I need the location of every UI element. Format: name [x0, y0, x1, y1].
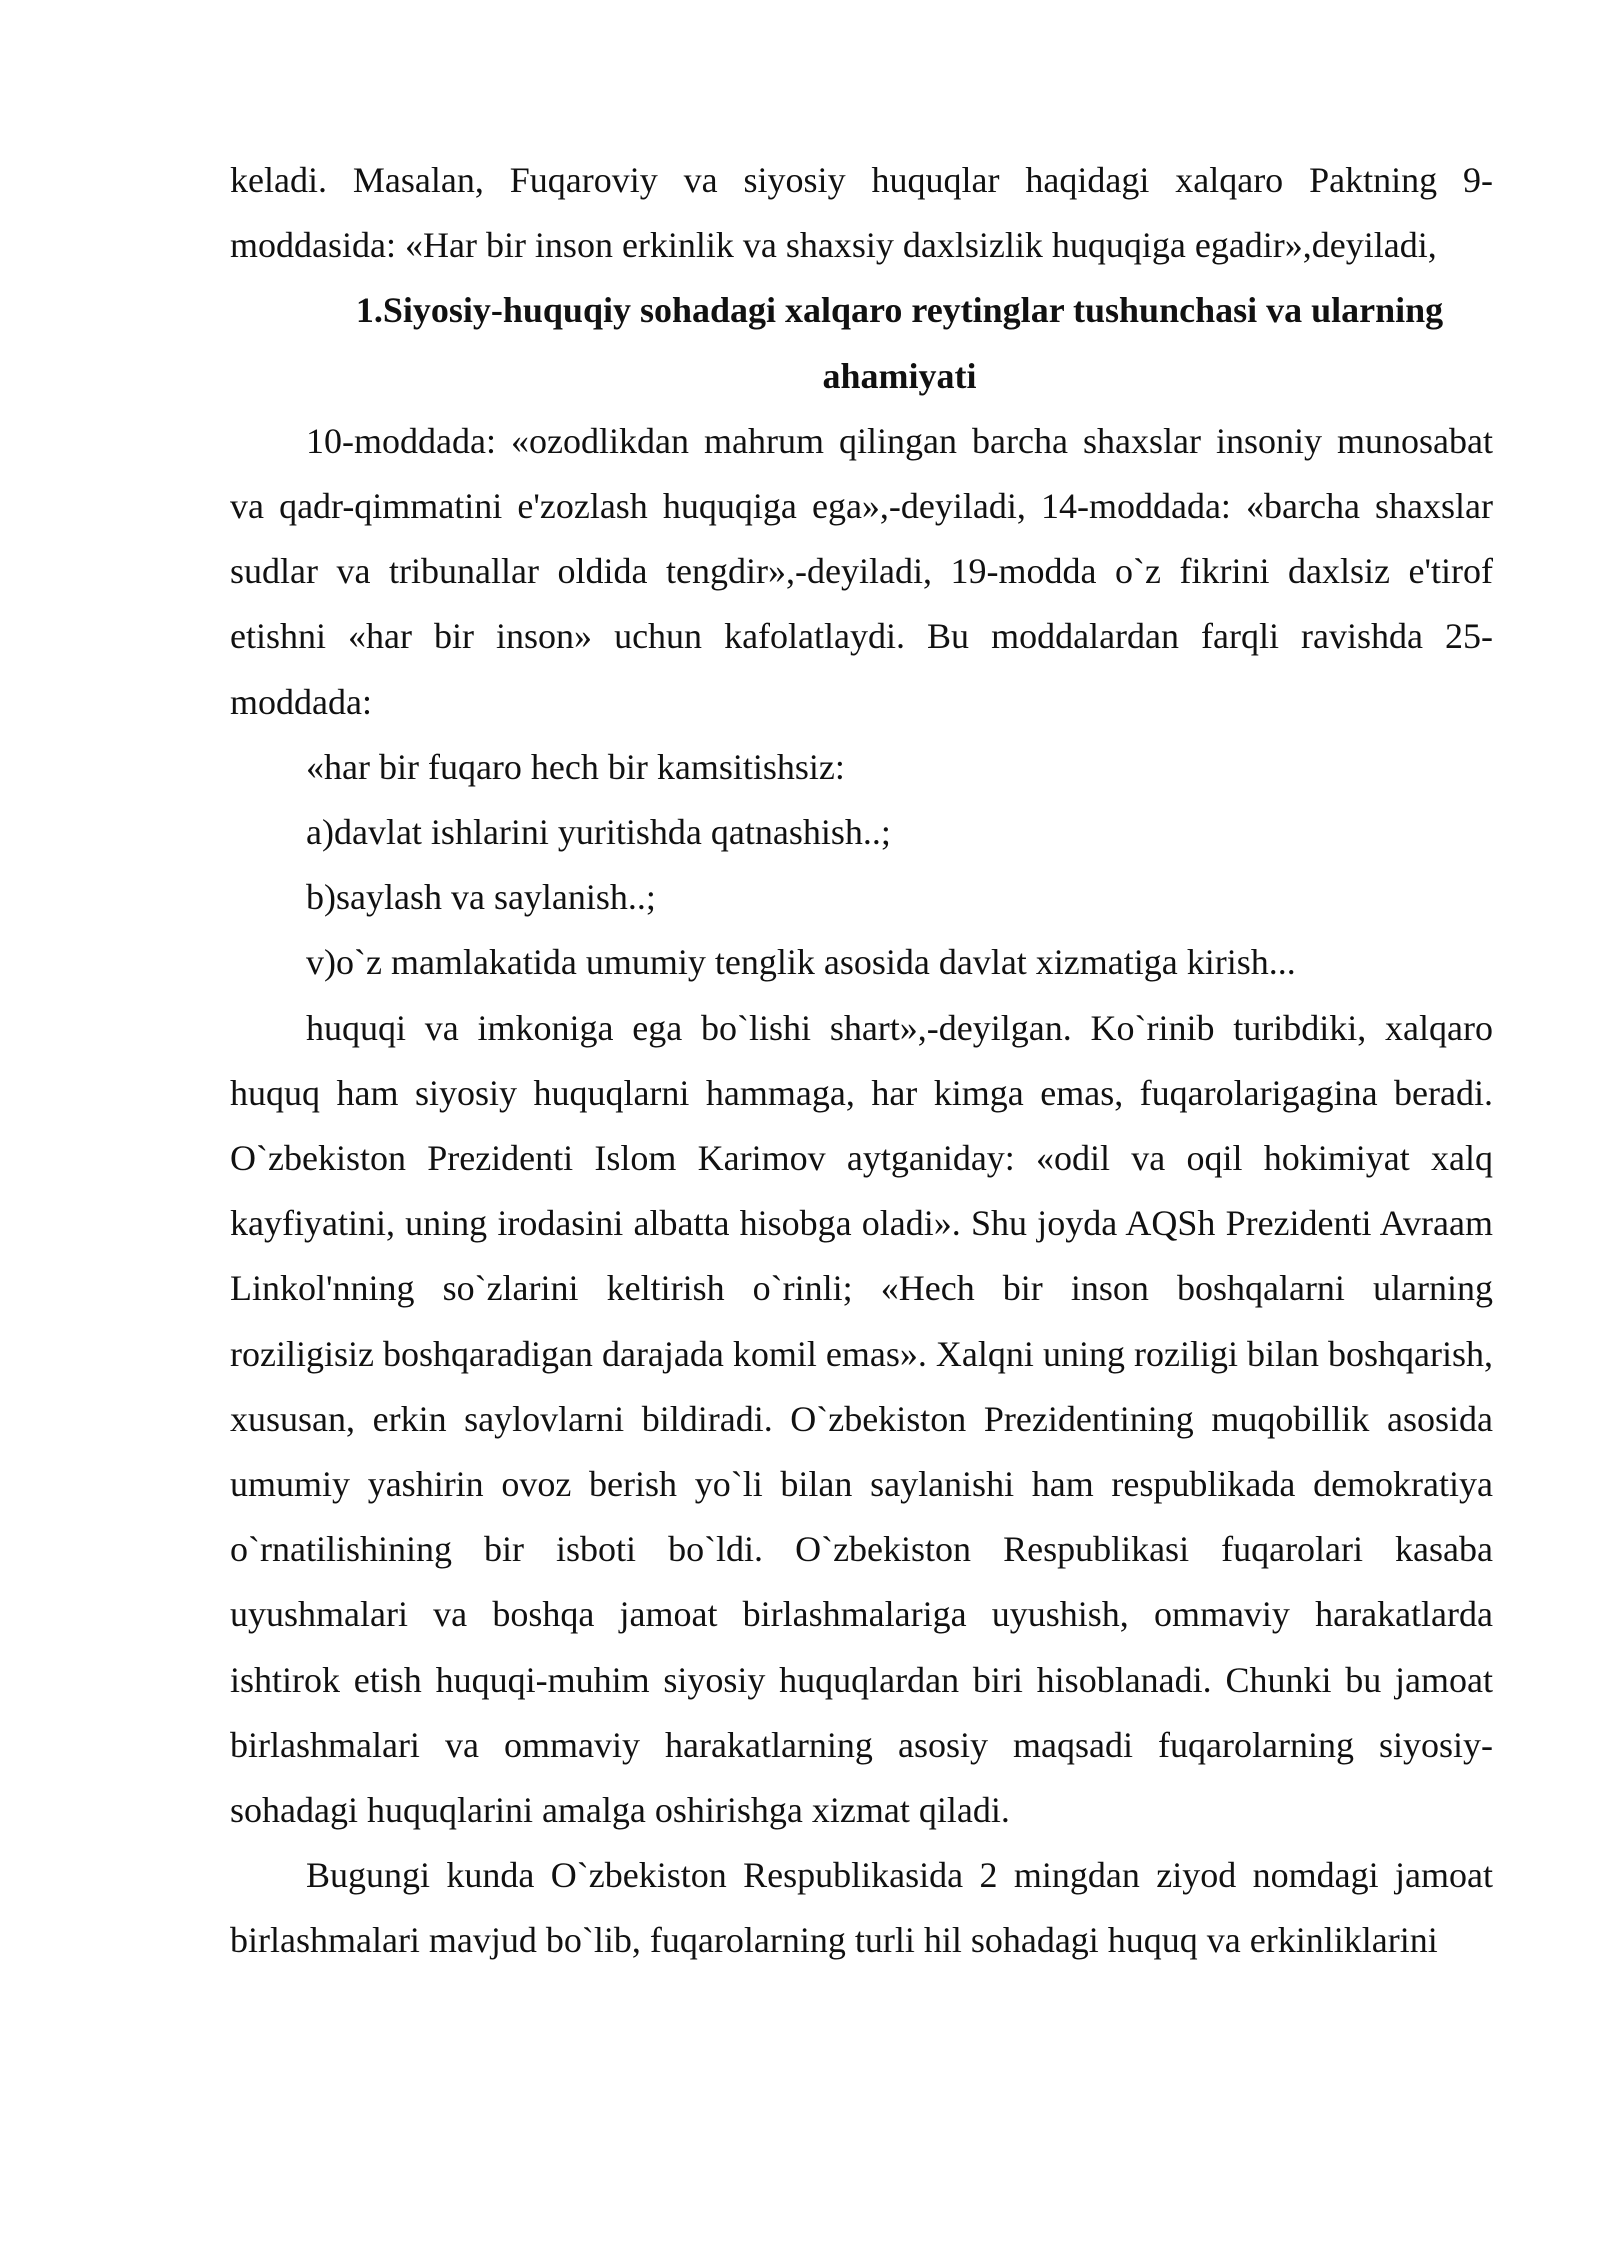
- list-item: b)saylash va saylanish..;: [306, 877, 656, 918]
- paragraph-articles: 10-moddada: «ozodlikdan mahrum qilingan barcha shaxslar insoniy munosabat va qadr-qimmatini e'zozlash huquqiga ega»,-deyiladi, 14-moddada: «barcha shaxslar sudlar va tribunallar oldida tengdir»,-deyiladi, 19-modda o`z fikrini daxlsiz e'tirof etishni «har bir inson» uchun kafolatlaydi. Bu moddalardan farqli ravishda 25-moddada:: [230, 420, 1493, 722]
- paragraph-last: Bugungi kunda O`zbekiston Respublikasida 2 mingdan ziyod nomdagi jamoat birlashmalari mavjud bo`lib, fuqarolarning turli hil sohadagi huquq va erkinliklarini: [230, 1855, 1493, 1961]
- paragraph-main: huquqi va imkoniga ega bo`lishi shart»,-deyilgan. Ko`rinib turibdiki, xalqaro huquq ham siyosiy huquqlarni hammaga, har kimga emas, fuqarolarigagina beradi. O`zbekiston Prezidenti Islom Karimov aytganiday: «odil va oqil hokimiyat xalq kayfiyatini, uning irodasini albatta hisobga oladi». Shu joyda AQSh Prezidenti Avraam Linkol'nning so`zlarini keltirish o`rinli; «Hech bir inson boshqalarni ularning roziligisiz boshqaradigan darajada komil emas». Xalqni uning roziligi bilan boshqarish, xususan, erkin saylovlarni bildiradi. O`zbekiston Prezidentining muqobillik asosida umumiy yashirin ovoz berish yo`li bilan saylanishi ham respublikada demokratiya o`rnatilishining bir isboti bo`ldi. O`zbekiston Respublikasi fuqarolari kasaba uyushmalari va boshqa jamoat birlashmalariga uyushish, ommaviy harakatlarda ishtirok etish huquqi-muhim siyosiy huquqlardan biri hisoblanadi. Chunki bu jamoat birlashmalari va ommaviy harakatlarning asosiy maqsadi fuqarolarning siyosiy-sohadagi huquqlarini amalga oshirishga xizmat qiladi.: [230, 1007, 1493, 1831]
- section-heading: 1.Siyosiy-huquqiy sohadagi xalqaro reytinglar tushunchasi va ularning ahamiyati: [355, 290, 1444, 396]
- list-intro: «har bir fuqaro hech bir kamsitishsiz:: [306, 746, 845, 787]
- paragraph-intro: keladi. Masalan, Fuqaroviy va siyosiy huquqlar haqidagi xalqaro Paktning 9-moddasida: «Har bir inson erkinlik va shaxsiy daxlsizlik huquqiga egadir»,deyiladi,: [230, 160, 1493, 266]
- list-item: v)o`z mamlakatida umumiy tenglik asosida davlat xizmatiga kirish...: [306, 942, 1296, 983]
- list-item: a)davlat ishlarini yuritishda qatnashish..;: [306, 812, 891, 853]
- document-page: [230, 148, 1493, 1974]
